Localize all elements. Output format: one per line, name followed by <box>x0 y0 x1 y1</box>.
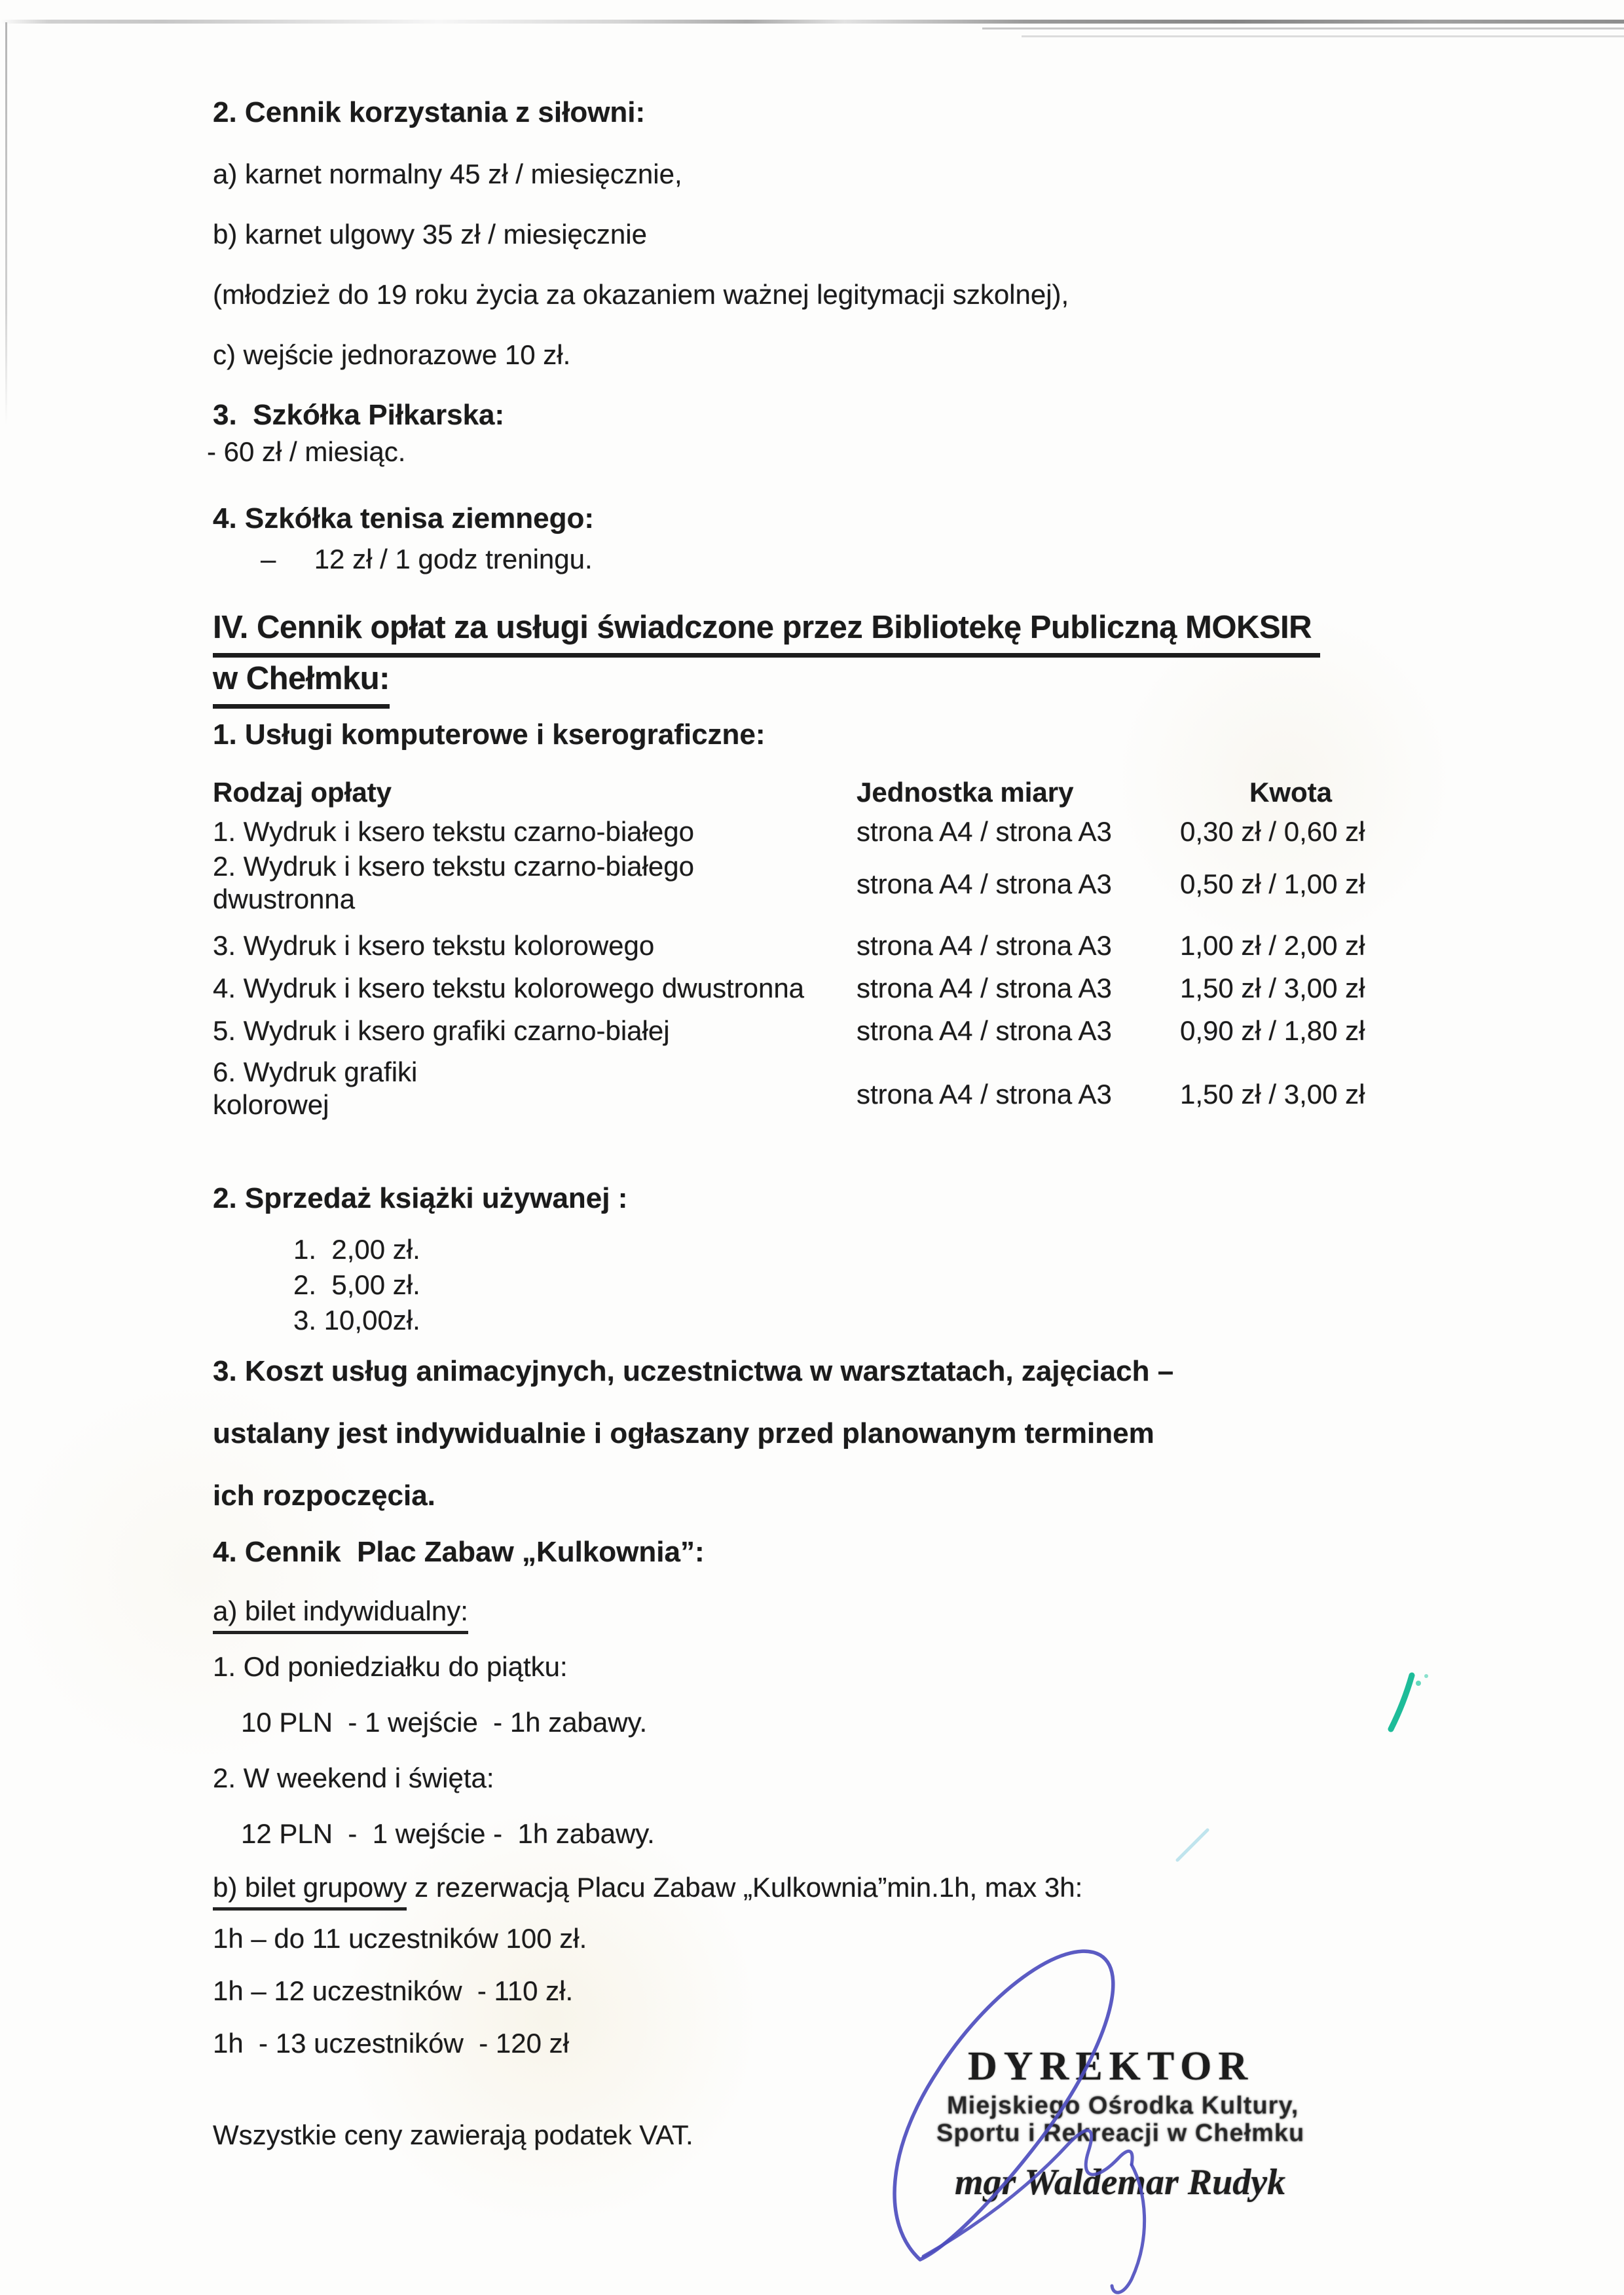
gym-pricing-heading: 2. Cennik korzystania z siłowni: <box>213 96 646 128</box>
table-row-name: 6. Wydruk grafiki kolorowej <box>213 1056 426 1120</box>
table-row-unit: strona A4 / strona A3 <box>857 868 1112 899</box>
table-row-unit: strona A4 / strona A3 <box>857 1015 1112 1046</box>
individual-ticket-label-text: a) bilet indywidualny: <box>213 1594 468 1634</box>
table-header-type: Rodzaj opłaty <box>213 777 392 808</box>
scan-artifact-top-line-3 <box>1022 35 1624 37</box>
table-row-name: 4. Wydruk i ksero tekstu kolorowego dwustronna <box>213 973 805 1003</box>
gym-price-item-c: c) wejście jednorazowe 10 zł. <box>213 339 571 370</box>
green-check-stroke <box>1391 1675 1412 1729</box>
football-school-price: - 60 zł / miesiąc. <box>207 436 406 467</box>
scan-artifact-top-line <box>0 20 1624 24</box>
gym-price-item-note: (młodzież do 19 roku życia za okazaniem ważnej legitymacji szkolnej), <box>213 279 1069 310</box>
animation-cost-line2: ustalany jest indywidualnie i ogłaszany przed planowanym terminem <box>213 1417 1154 1449</box>
green-check-dot <box>1416 1681 1421 1686</box>
table-row-unit: strona A4 / strona A3 <box>857 973 1112 1003</box>
scan-artifact-left-line <box>5 22 7 425</box>
table-row-price: 0,50 zł / 1,00 zł <box>1180 868 1365 899</box>
group-ticket-label: b) bilet grupowy <box>213 1871 407 1911</box>
library-section-heading-line2-text: w Chełmku: <box>213 659 390 709</box>
green-check-mark <box>1380 1671 1433 1737</box>
handwritten-signature <box>871 1929 1277 2295</box>
table-row-price: 0,30 zł / 0,60 zł <box>1180 816 1365 847</box>
stamp-org-line-2: Sportu i Rekreacji w Chełmku <box>936 2119 1305 2147</box>
signature-loop-stroke <box>895 1951 1113 2260</box>
director-signature-name: mgr Waldemar Rudyk <box>955 2162 1286 2203</box>
faint-pen-mark <box>1172 1826 1218 1865</box>
table-row-price: 1,50 zł / 3,00 zł <box>1180 1079 1365 1110</box>
group-ticket-line <box>213 1871 1082 1911</box>
library-section-heading-line2 <box>213 659 390 709</box>
animation-cost-line3: ich rozpoczęcia. <box>213 1480 435 1512</box>
signature-descender-stroke <box>1112 2165 1145 2292</box>
book-price-item-3: 3. 10,00zł. <box>293 1305 420 1335</box>
table-header-unit: Jednostka miary <box>857 777 1074 808</box>
playground-heading: 4. Cennik Plac Zabaw „Kulkownia”: <box>213 1536 705 1568</box>
vat-note: Wszystkie ceny zawierają podatek VAT. <box>213 2119 693 2150</box>
faint-pen-stroke <box>1177 1830 1208 1860</box>
director-stamp-title: DYREKTOR <box>968 2044 1255 2089</box>
table-row-price: 1,50 zł / 3,00 zł <box>1180 973 1365 1003</box>
football-school-heading: 3. Szkółka Piłkarska: <box>213 399 505 431</box>
signature-squiggle-stroke <box>923 2131 1132 2256</box>
tennis-school-heading: 4. Szkółka tenisa ziemnego: <box>213 502 594 534</box>
animation-cost-line1: 3. Koszt usług animacyjnych, uczestnictwa w warsztatach, zajęciach – <box>213 1355 1174 1387</box>
weekend-label: 2. W weekend i święta: <box>213 1763 494 1793</box>
scan-artifact-top-line-2 <box>982 28 1624 29</box>
table-row-unit: strona A4 / strona A3 <box>857 816 1112 847</box>
table-row-price: 1,00 zł / 2,00 zł <box>1180 930 1365 961</box>
table-row-name: 3. Wydruk i ksero tekstu kolorowego <box>213 930 655 961</box>
book-price-item-2: 2. 5,00 zł. <box>293 1269 420 1300</box>
tennis-school-price: – 12 zł / 1 godz treningu. <box>261 544 593 574</box>
computer-services-heading: 1. Usługi komputerowe i kserograficzne: <box>213 718 766 751</box>
table-row-unit: strona A4 / strona A3 <box>857 1079 1112 1110</box>
table-header-amount: Kwota <box>1249 777 1332 808</box>
gym-price-item-b: b) karnet ulgowy 35 zł / miesięcznie <box>213 219 647 250</box>
table-row-unit: strona A4 / strona A3 <box>857 930 1112 961</box>
group-tier-2: 1h – 12 uczestników - 110 zł. <box>213 1975 574 2006</box>
weekend-price: 12 PLN - 1 wejście - 1h zabawy. <box>241 1818 655 1849</box>
library-section-heading-line1-text: IV. Cennik opłat za usługi świadczone przez Bibliotekę Publiczną MOKSIR <box>213 608 1320 658</box>
gym-price-item-a: a) karnet normalny 45 zł / miesięcznie, <box>213 159 682 189</box>
stamp-org-line-1: Miejskiego Ośrodka Kultury, <box>947 2092 1299 2119</box>
group-tier-1: 1h – do 11 uczestników 100 zł. <box>213 1923 587 1954</box>
table-row-name: 1. Wydruk i ksero tekstu czarno-białego <box>213 816 694 847</box>
table-row-name: 2. Wydruk i ksero tekstu czarno-białego dwustronna <box>213 851 702 914</box>
weekday-price: 10 PLN - 1 wejście - 1h zabawy. <box>241 1707 648 1738</box>
library-section-heading-line1 <box>213 608 1320 658</box>
table-row-price: 0,90 zł / 1,80 zł <box>1180 1015 1365 1046</box>
weekday-label: 1. Od poniedziałku do piątku: <box>213 1651 568 1682</box>
book-price-item-1: 1. 2,00 zł. <box>293 1234 420 1265</box>
green-check-dot-small <box>1424 1674 1428 1678</box>
book-sale-heading: 2. Sprzedaż książki używanej : <box>213 1182 628 1214</box>
group-ticket-rest: z rezerwacją Placu Zabaw „Kulkownia”min.1h, max 3h: <box>407 1872 1083 1903</box>
individual-ticket-label <box>213 1594 468 1634</box>
group-tier-3: 1h - 13 uczestników - 120 zł <box>213 2028 569 2059</box>
table-row-name: 5. Wydruk i ksero grafiki czarno-białej <box>213 1015 670 1046</box>
